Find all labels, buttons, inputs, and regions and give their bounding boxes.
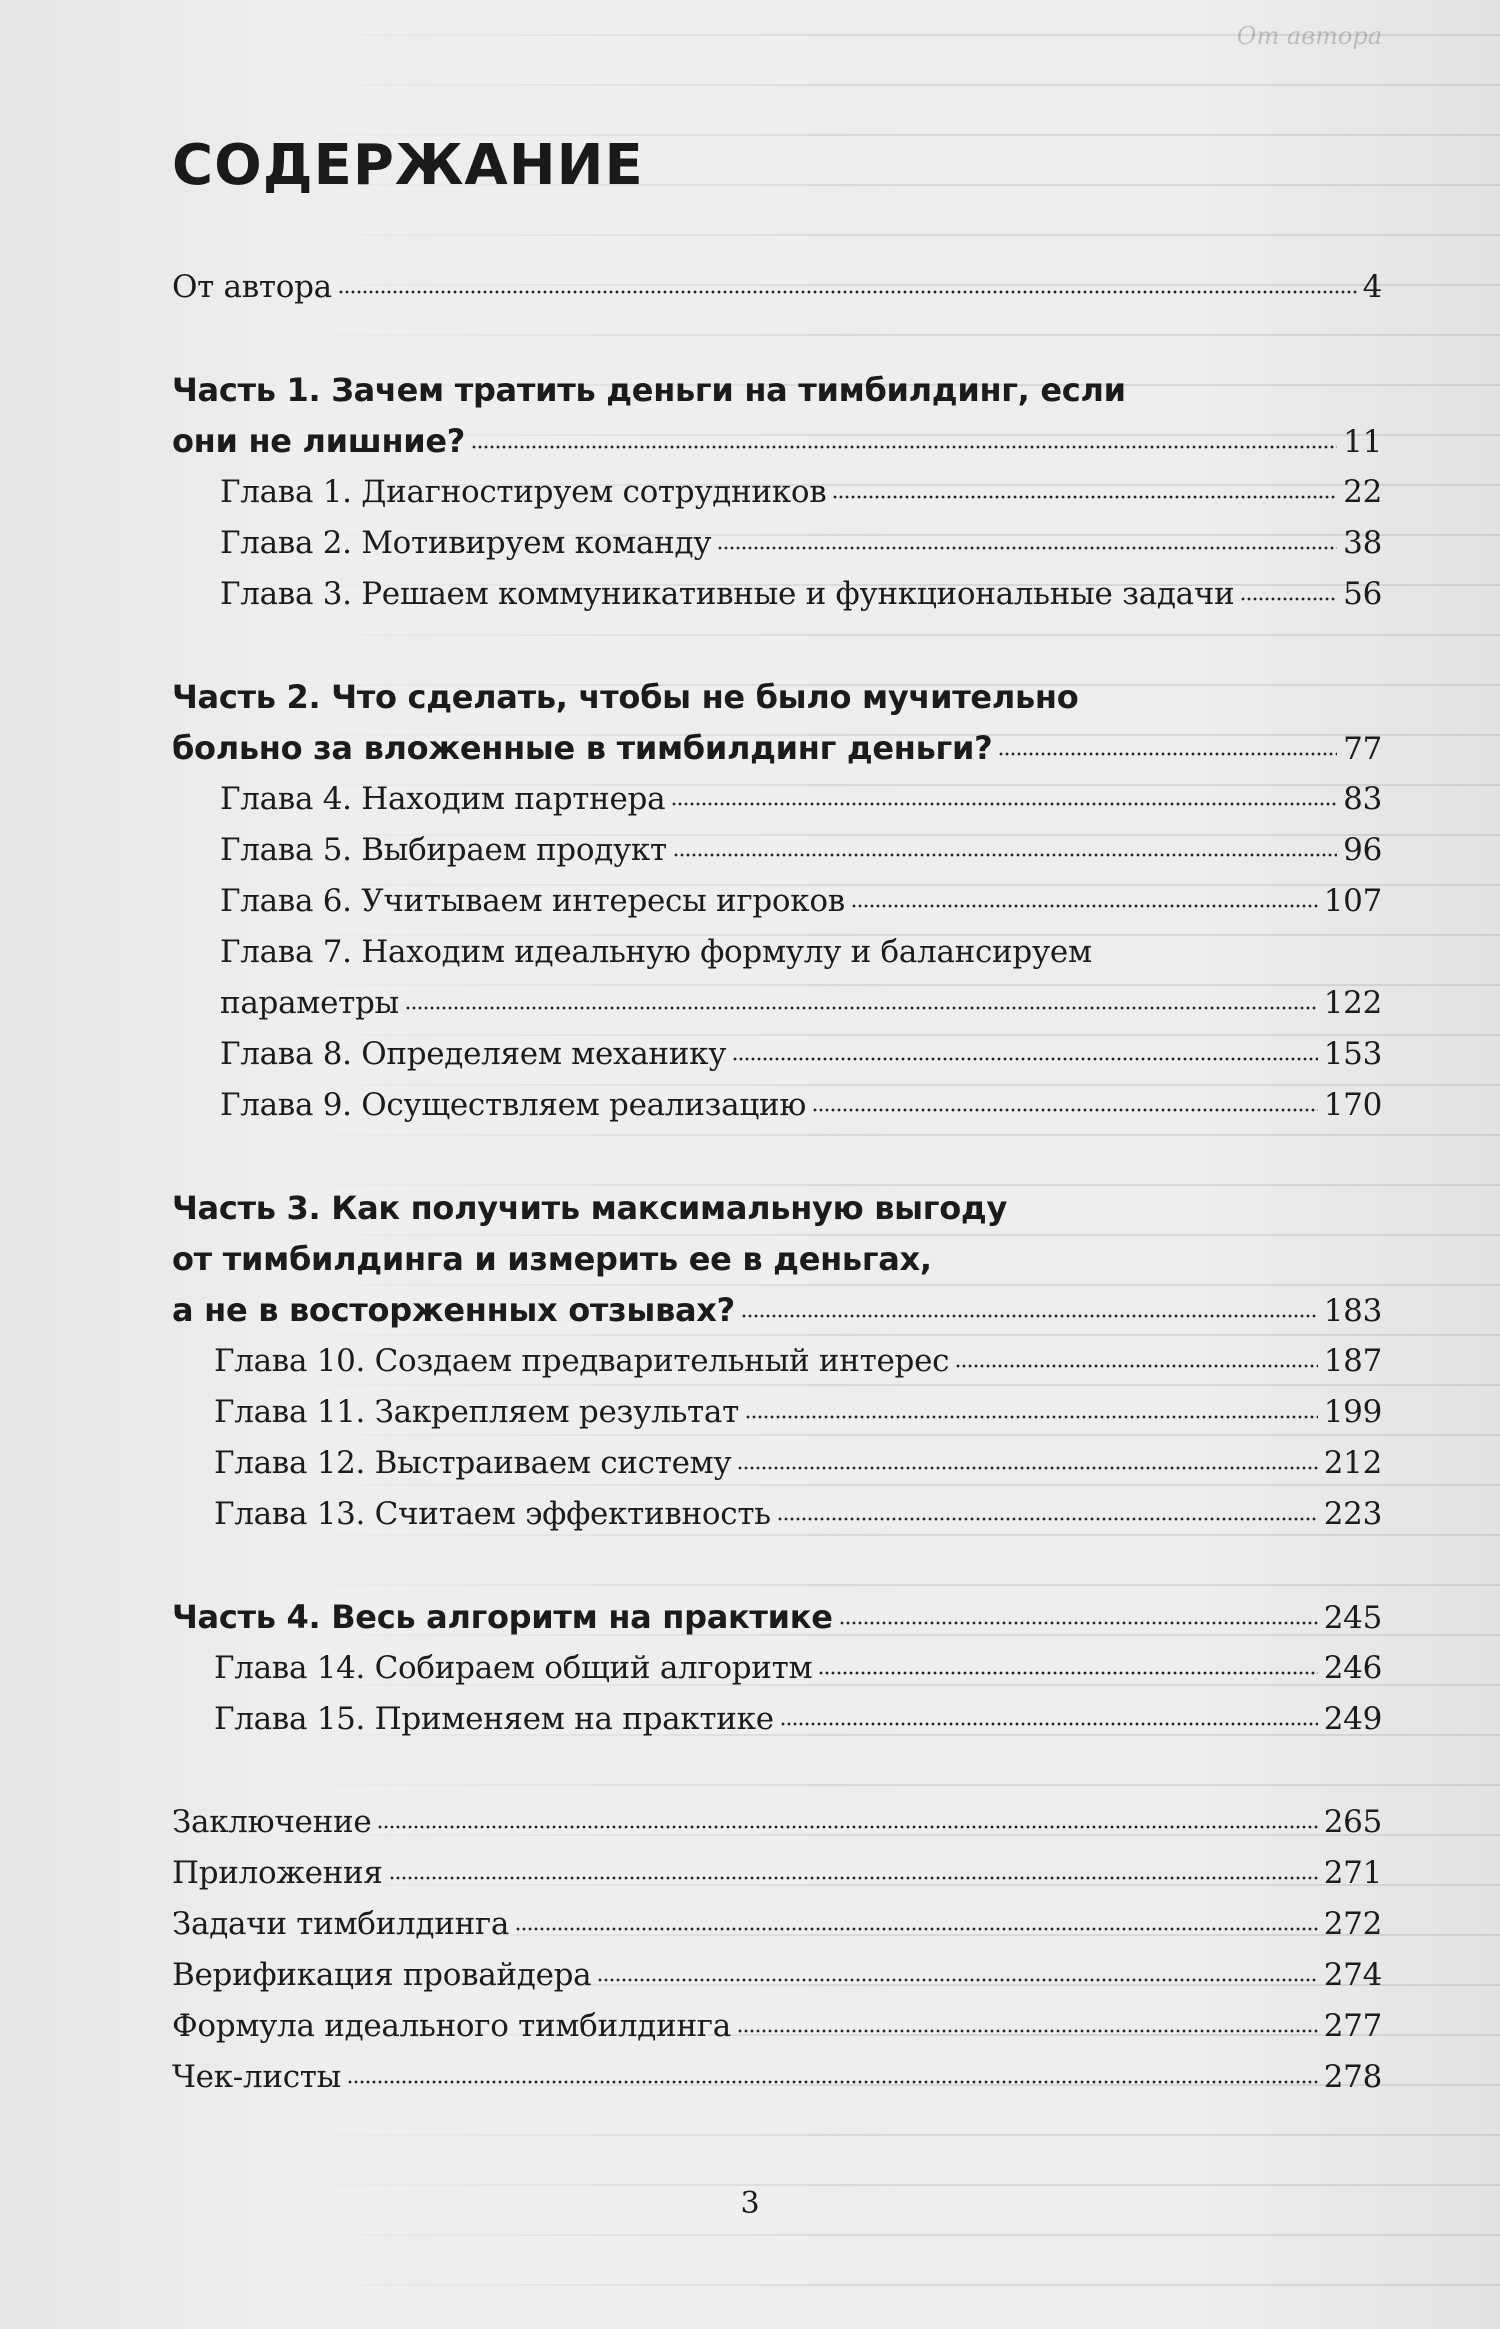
toc-part-3[interactable] [172, 1183, 1382, 1336]
dot-leader [405, 1004, 1318, 1012]
toc-chapter-3[interactable] [220, 569, 1382, 620]
toc-entry-intro[interactable] [172, 262, 1382, 313]
chapter-label: Глава 13. Считаем эффективность [214, 1496, 771, 1532]
toc-part-1[interactable] [172, 365, 1382, 467]
toc-page-number: 96 [1343, 832, 1382, 868]
toc-entry-label: Чек-листы [172, 2059, 341, 2095]
toc-page-number: 187 [1323, 1343, 1382, 1379]
dot-leader [737, 2027, 1318, 2035]
dot-leader [377, 1823, 1317, 1831]
toc-page-number: 223 [1323, 1496, 1382, 1532]
toc-page-number: 11 [1343, 424, 1382, 460]
toc-chapter-1[interactable] [220, 467, 1382, 518]
part-title-line: от тимбилдинга и измерить ее в деньгах, [172, 1240, 932, 1278]
dot-leader [998, 750, 1337, 758]
chapter-label: Глава 3. Решаем коммуникативные и функциональные задачи [220, 576, 1235, 612]
dot-leader [389, 1874, 1318, 1882]
running-head: От автора [1236, 22, 1382, 50]
toc-chapter-14[interactable] [214, 1643, 1382, 1694]
toc-part-2[interactable] [172, 672, 1382, 774]
toc-page-number: 265 [1323, 1804, 1382, 1840]
chapter-label: Глава 1. Диагностируем сотрудников [220, 474, 827, 510]
toc-page-number: 38 [1343, 525, 1382, 561]
dot-leader [812, 1106, 1318, 1114]
toc-page-number: 271 [1323, 1855, 1382, 1891]
toc-page-number: 272 [1323, 1906, 1382, 1942]
toc-entry-appendices[interactable] [172, 1848, 1382, 1899]
toc-chapter-15[interactable] [214, 1694, 1382, 1745]
dot-leader [780, 1720, 1318, 1728]
dot-leader [777, 1515, 1318, 1523]
dot-leader [737, 1464, 1317, 1472]
dot-leader [1240, 595, 1337, 603]
dot-leader [673, 851, 1337, 859]
chapter-label: Глава 10. Создаем предварительный интерес [214, 1343, 950, 1379]
toc-chapter-10[interactable] [214, 1336, 1382, 1387]
chapter-label: Глава 5. Выбираем продукт [220, 832, 667, 868]
page-title: СОДЕРЖАНИЕ [172, 133, 644, 198]
toc-chapter-6[interactable] [220, 876, 1382, 927]
dot-leader [955, 1362, 1318, 1370]
chapter-label-continued: параметры [220, 985, 399, 1021]
part-title-line: Часть 4. Весь алгоритм на практике [172, 1598, 833, 1636]
dot-leader [851, 902, 1318, 910]
toc-page-number: 107 [1323, 883, 1382, 919]
part-title-line: Часть 1. Зачем тратить деньги на тимбилдинг, если [172, 371, 1126, 409]
part-title-line: Часть 2. Что сделать, чтобы не было мучительно [172, 678, 1079, 716]
toc-entry-teambuilding-tasks[interactable] [172, 1899, 1382, 1950]
dot-leader [338, 288, 1357, 296]
chapter-label: Глава 11. Закрепляем результат [214, 1394, 739, 1430]
chapter-label: Глава 9. Осуществляем реализацию [220, 1087, 807, 1123]
toc-page-number: 249 [1323, 1701, 1382, 1737]
part-title-line: а не в восторженных отзывах? [172, 1291, 735, 1329]
chapter-label: Глава 15. Применяем на практике [214, 1701, 774, 1737]
toc-page-number: 199 [1323, 1394, 1382, 1430]
toc-chapter-5[interactable] [220, 825, 1382, 876]
dot-leader [818, 1669, 1317, 1677]
toc-entry-label: От автора [172, 269, 332, 305]
dot-leader [839, 1619, 1318, 1627]
toc-page-number: 122 [1323, 985, 1382, 1021]
toc-page-number: 278 [1323, 2059, 1382, 2095]
toc-chapter-13[interactable] [214, 1489, 1382, 1540]
toc-page-number: 83 [1343, 781, 1382, 817]
toc-chapter-12[interactable] [214, 1438, 1382, 1489]
toc-page-number: 4 [1362, 269, 1382, 305]
chapter-label: Глава 14. Собираем общий алгоритм [214, 1650, 813, 1686]
table-of-contents [172, 262, 1382, 2103]
dot-leader [732, 1055, 1318, 1063]
page-number: 3 [740, 2186, 760, 2221]
dot-leader [471, 443, 1337, 451]
toc-page-number: 212 [1323, 1445, 1382, 1481]
chapter-label: Глава 12. Выстраиваем систему [214, 1445, 732, 1481]
toc-page-number: 277 [1323, 2008, 1382, 2044]
chapter-label: Глава 8. Определяем механику [220, 1036, 727, 1072]
toc-entry-checklists[interactable] [172, 2052, 1382, 2103]
toc-chapter-8[interactable] [220, 1029, 1382, 1080]
toc-chapter-7[interactable] [220, 927, 1382, 1029]
toc-page-number: 77 [1343, 731, 1382, 767]
toc-chapter-2[interactable] [220, 518, 1382, 569]
toc-page-number: 153 [1323, 1036, 1382, 1072]
toc-page-number: 22 [1343, 474, 1382, 510]
part-title-line: больно за вложенные в тимбилдинг деньги? [172, 729, 993, 767]
chapter-label: Глава 2. Мотивируем команду [220, 525, 712, 561]
dot-leader [832, 493, 1337, 501]
toc-page-number: 183 [1323, 1293, 1382, 1329]
toc-chapter-4[interactable] [220, 774, 1382, 825]
dot-leader [347, 2078, 1318, 2086]
toc-page-number: 56 [1343, 576, 1382, 612]
toc-entry-provider-verification[interactable] [172, 1950, 1382, 2001]
toc-entry-label: Верификация провайдера [172, 1957, 592, 1993]
part-title-line: Часть 3. Как получить максимальную выгоду [172, 1189, 1008, 1227]
toc-page-number: 246 [1323, 1650, 1382, 1686]
toc-entry-conclusion[interactable] [172, 1797, 1382, 1848]
toc-page-number: 274 [1323, 1957, 1382, 1993]
toc-entry-ideal-formula[interactable] [172, 2001, 1382, 2052]
toc-entry-label: Формула идеального тимбилдинга [172, 2008, 731, 2044]
toc-chapter-9[interactable] [220, 1080, 1382, 1131]
toc-entry-label: Заключение [172, 1804, 372, 1840]
dot-leader [717, 544, 1337, 552]
toc-entry-label: Задачи тимбилдинга [172, 1906, 510, 1942]
dot-leader [745, 1413, 1318, 1421]
toc-part-4[interactable] [172, 1592, 1382, 1643]
dot-leader [741, 1312, 1318, 1320]
toc-entry-label: Приложения [172, 1855, 383, 1891]
part-title-line: они не лишние? [172, 422, 466, 460]
chapter-label: Глава 4. Находим партнера [220, 781, 666, 817]
toc-page-number: 170 [1323, 1087, 1382, 1123]
dot-leader [597, 1976, 1317, 1984]
chapter-label: Глава 6. Учитываем интересы игроков [220, 883, 845, 919]
dot-leader [515, 1925, 1318, 1933]
toc-chapter-11[interactable] [214, 1387, 1382, 1438]
toc-page-number: 245 [1323, 1600, 1382, 1636]
dot-leader [671, 800, 1337, 808]
chapter-label: Глава 7. Находим идеальную формулу и балансируем [220, 934, 1092, 970]
